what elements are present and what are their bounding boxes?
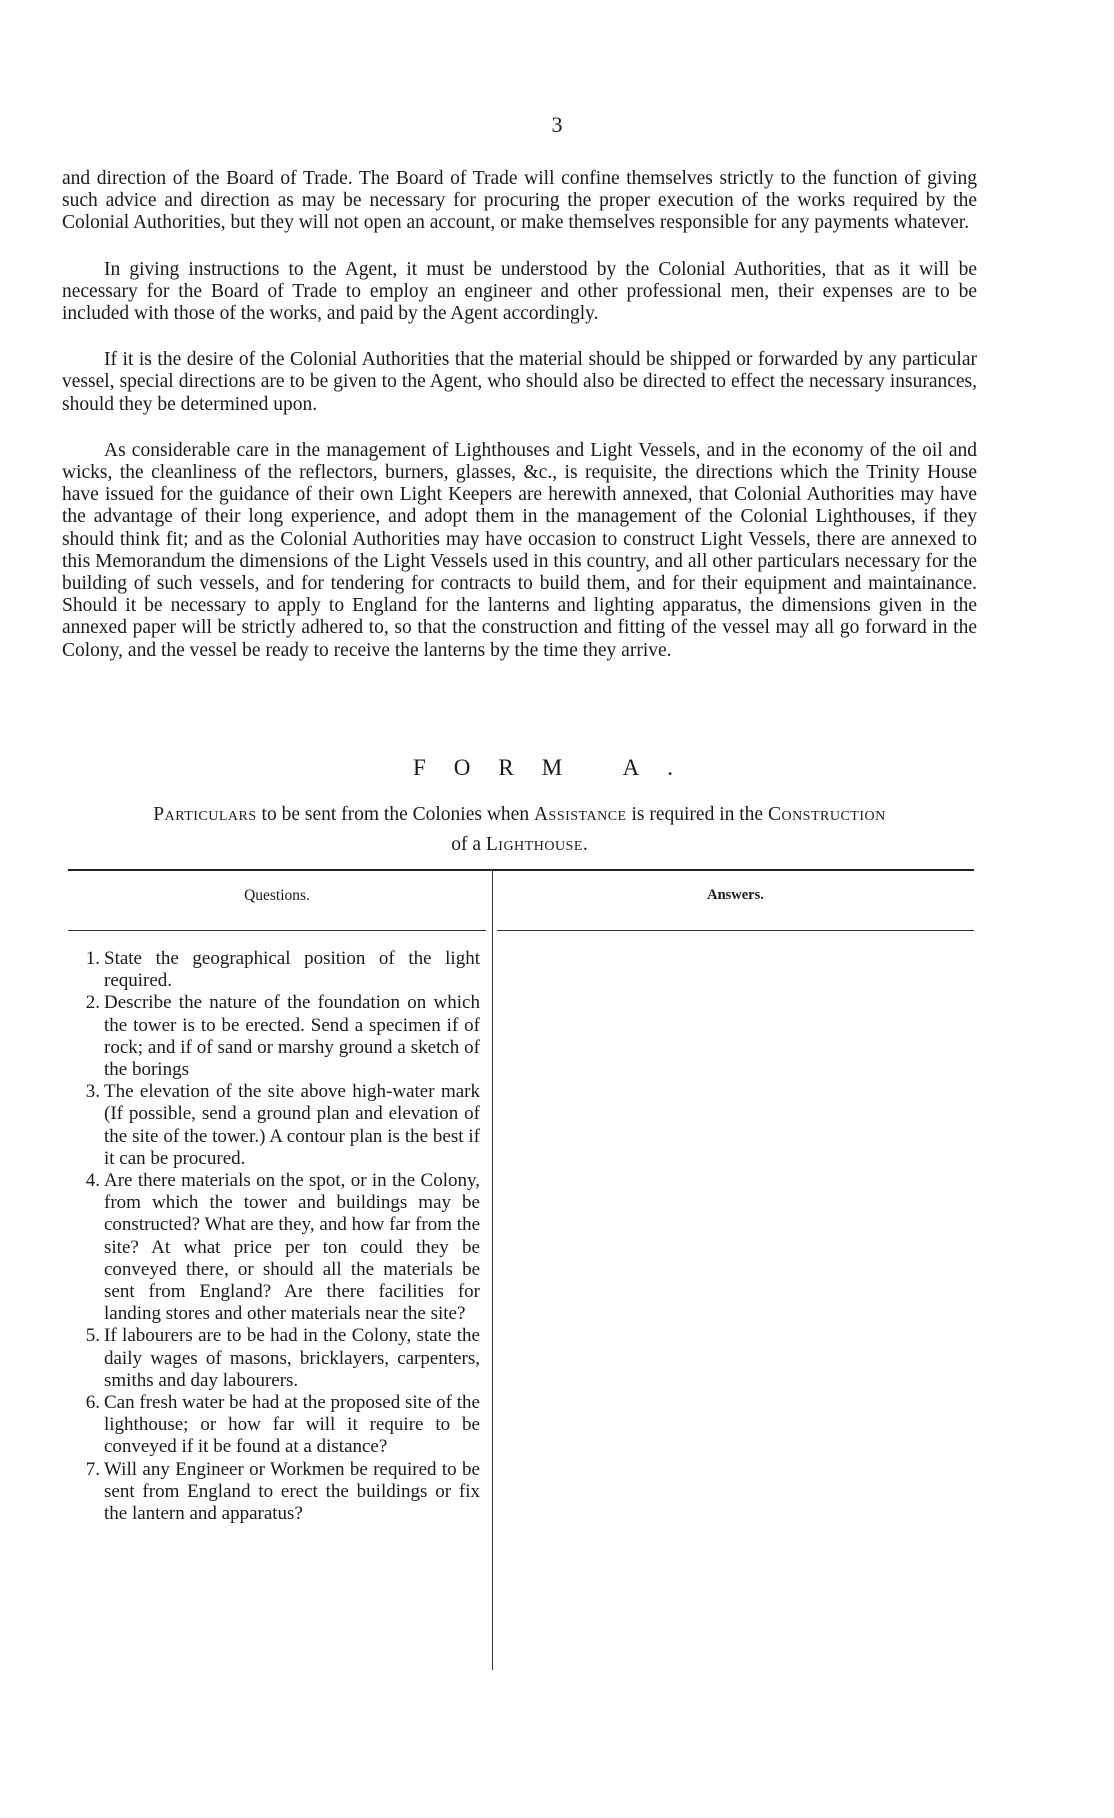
subtitle-word: Construction xyxy=(767,804,886,825)
answers-header-rule xyxy=(497,930,974,931)
question-item xyxy=(70,1081,480,1170)
form-subtitle xyxy=(62,800,977,860)
subtitle-word: Assistance xyxy=(533,804,627,825)
form-title: FORM A. xyxy=(412,755,702,780)
question-item xyxy=(70,1392,480,1459)
questions-column-header: Questions. xyxy=(244,887,310,904)
body-text xyxy=(62,168,977,686)
subtitle-word: Lighthouse xyxy=(485,834,583,855)
paragraph: If it is the desire of the Colonial Authorities that the material should be shipped or forwarded by any particular vessel, special directions are to be given to the Agent, who should also be directed to effect the necessary insurances, should they be determined upon. xyxy=(62,349,977,415)
question-number: 2. xyxy=(85,992,100,1014)
subtitle-text: is required in the xyxy=(626,804,768,825)
question-number: 7. xyxy=(85,1458,100,1480)
question-number: 3. xyxy=(85,1081,100,1103)
subtitle-word: Particulars xyxy=(153,804,257,825)
question-text: Can fresh water be had at the proposed site of the lighthouse; or how far will it require to be conveyed if it be found at a distance? xyxy=(104,1392,480,1458)
answers-column-header: Answers. xyxy=(707,887,764,903)
question-item xyxy=(70,992,480,1081)
question-number: 4. xyxy=(85,1170,100,1192)
subtitle-text: of a xyxy=(451,834,486,855)
column-divider xyxy=(492,870,493,1670)
paragraph: and direction of the Board of Trade. The Board of Trade will confine themselves strictly to the function of giving such advice and direction as may be necessary for procuring the proper execution of the works required by the Colonial Authorities, but they will not open an account, or make themselves responsible for any payments whatever. xyxy=(62,168,977,234)
question-item xyxy=(70,948,480,992)
question-text: State the geographical position of the light required. xyxy=(104,948,480,992)
question-text: Will any Engineer or Workmen be required to be sent from England to erect the buildings or fix the lantern and apparatus? xyxy=(104,1458,480,1525)
question-number: 5. xyxy=(85,1325,100,1347)
question-item xyxy=(70,1459,480,1526)
question-text: The elevation of the site above high-water mark (If possible, send a ground plan and elevation of the site of the tower.) A contour plan is the best if it can be procured. xyxy=(104,1081,480,1169)
question-number: 6. xyxy=(85,1392,100,1414)
questions-header-rule xyxy=(68,930,486,931)
subtitle-text: . xyxy=(582,834,588,855)
question-item xyxy=(70,1325,480,1392)
question-text: If labourers are to be had in the Colony, state the daily wages of masons, bricklayers, carpenters, smiths and day labourers. xyxy=(104,1325,480,1391)
question-text: Describe the nature of the foundation on which the tower is to be erected. Send a specimen if of rock; and if of sand or marshy ground a sketch of the borings xyxy=(104,992,480,1081)
subtitle-text: to be sent from the Colonies when xyxy=(256,804,534,825)
page-number: 3 xyxy=(551,112,563,137)
paragraph: In giving instructions to the Agent, it must be understood by the Colonial Authorities, that as it will be necessary for the Board of Trade to employ an engineer and other professional men, their expenses are to be included with those of the works, and paid by the Agent accordingly. xyxy=(62,258,977,325)
question-number: 1. xyxy=(85,948,100,969)
questions-list xyxy=(70,948,480,1525)
question-item xyxy=(70,1170,480,1325)
question-text: Are there materials on the spot, or in the Colony, from which the tower and buildings may be constructed? What are they, and how far from the site? At what price per ton could they be conveyed there, or should all the materials be sent from England? Are there facilities for landing stores and other materials near the site? xyxy=(104,1170,480,1325)
paragraph: As considerable care in the management of Lighthouses and Light Vessels, and in the economy of the oil and wicks, the cleanliness of the reflectors, burners, glasses, &c., is requisite, the directions which the Trinity House have issued for the guidance of their own Light Keepers are herewith annexed, that Colonial Authorities may have the advantage of their long experience, and adopt them in the management of the Colonial Lighthouses, if they should think fit; and as the Colonial Authorities may have occasion to construct Light Vessels, there are annexed to this Memorandum the dimensions of the Light Vessels used in this country, and all other particulars necessary for the building of such vessels, and for tendering for contracts to build them, and for their equipment and maintainance. Should it be necessary to apply to England for the lanterns and lighting apparatus, the dimensions given in the annexed paper will be strictly adhered to, so that the construction and fitting of the vessel may all go forward in the Colony, and the vessel be ready to receive the lanterns by the time they arrive. xyxy=(62,439,977,661)
table-top-rule xyxy=(68,869,974,871)
